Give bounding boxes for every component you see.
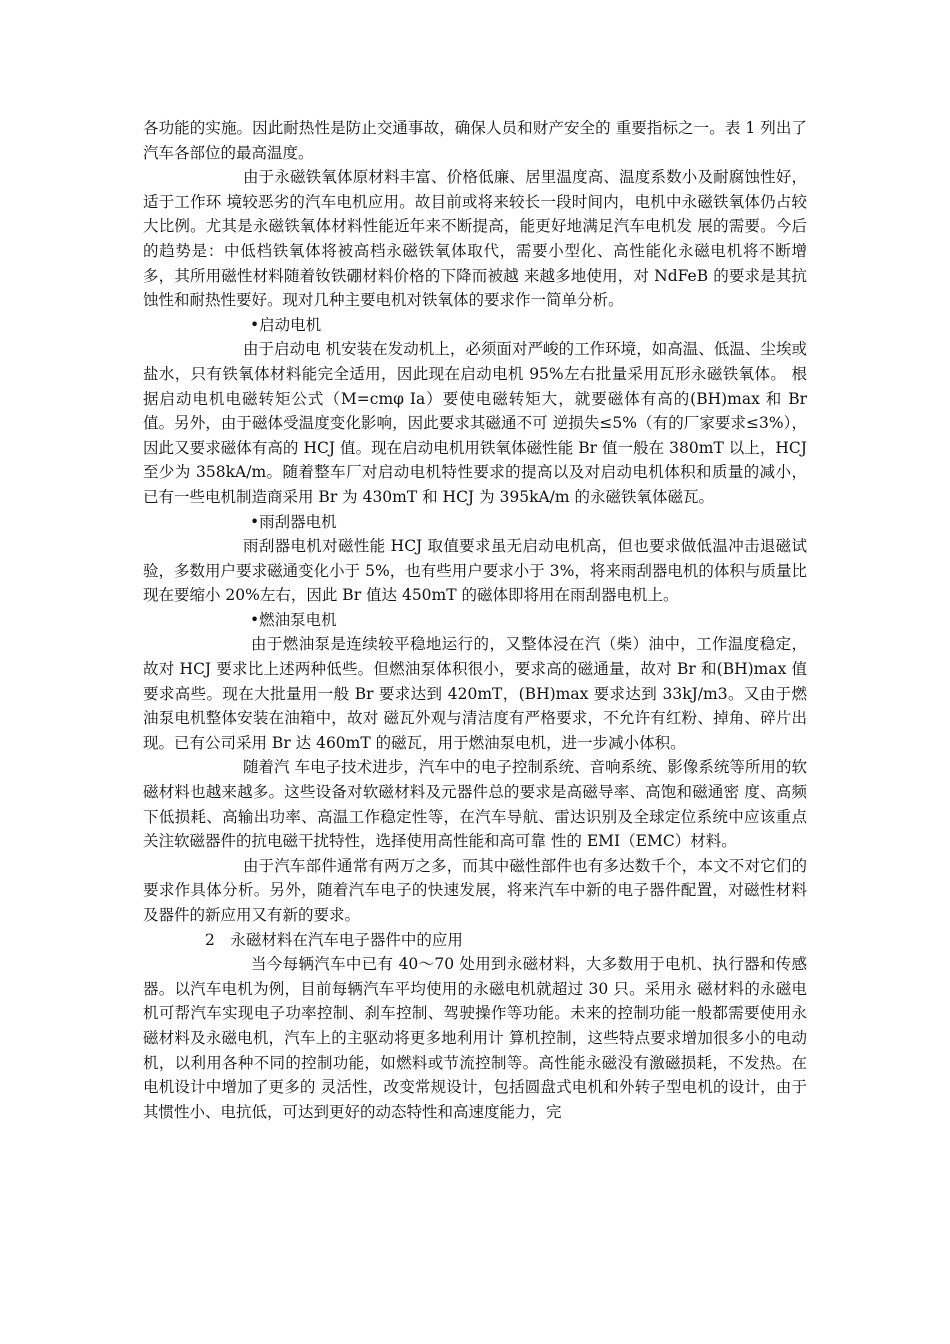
paragraph-soft-magnetic: 随着汽 车电子技术进步，汽车中的电子控制系统、音响系统、影像系统等所用的软磁材料也越来越多。这些设备对软磁材料及元器件总的要求是高磁导率、高饱和磁通密 度、高频下低损耗、高输出功率、高温工作稳定性等，在汽车导航、雷达识别及全球定位系统中应该重点关注软磁器件的抗电磁干扰特性，选择使用高性能和高可靠 性的 EMI（EMC）材料。	[143, 758, 807, 851]
bullet-fuel-pump-motor: •燃油泵电机	[250, 610, 337, 629]
document-body	[143, 116, 807, 1124]
paragraph-ferrite-overview: 由于永磁铁氧体原材料丰富、价格低廉、居里温度高、温度系数小及耐腐蚀性好，适于工作环 境较恶劣的汽车电机应用。故目前或将来较长一段时间内，电机中永磁铁氧体仍占较大比例。尤其是永磁铁氧体材料性能近年来不断提高，能更好地满足汽车电机发 展的需要。今后的趋势是：中低档铁氧体将被高档永磁铁氧体取代，需要小型化、高性能化永磁电机将不断增多，其所用磁性材料随着钕铁硼材料价格的下降而被越 来越多地使用，对 NdFeB 的要求是其抗蚀性和耐热性要好。现对几种主要电机对铁氧体的要求作一简单分析。	[143, 168, 807, 310]
paragraph-permanent-magnet-usage: 当今每辆汽车中已有 40～70 处用到永磁材料，大多数用于电机、执行器和传感器。以汽车电机为例，目前每辆汽车平均使用的永磁电机就超过 30 只。采用永 磁材料的永磁电机可帮汽车实现电子功率控制、刹车控制、驾驶操作等功能。未来的控制功能一般都需要使用永磁材料及永磁电机，汽车上的主驱动将更多地利用计 算机控制，这些特点要求增加很多小的电动机，以利用各种不同的控制功能，如燃料或节流控制等。高性能永磁没有激磁损耗，不发热。在电机设计中增加了更多的 灵活性，改变常规设计，包括圆盘式电机和外转子型电机的设计，由于其惯性小、电抗低，可达到更好的动态特性和高速度能力，完	[143, 955, 807, 1121]
paragraph-intro: 各功能的实施。因此耐热性是防止交通事故，确保人员和财产安全的 重要指标之一。表 1 列出了汽车各部位的最高温度。	[143, 119, 807, 162]
bullet-wiper-motor: •雨刮器电机	[250, 512, 337, 531]
paragraph-starter-motor: 由于启动电 机安装在发动机上，必须面对严峻的工作环境，如高温、低温、尘埃或盐水，只有铁氧体材料能完全适用，因此现在启动电机 95%左右批量采用瓦形永磁铁氧体。 根据启动电机电磁转矩公式（M=cmφ Ia）要使电磁转矩大，就要磁体有高的(BH)max 和 Br 值。另外，由于磁体受温度变化影响，因此要求其磁通不可 逆损失≤5%（有的厂家要求≤3%），因此又要求磁体有高的 HCJ 值。现在启动电机用铁氧体磁性能 Br 值一般在 380mT 以上，HCJ 至少为 358kA/m。随着整车厂对启动电机特性要求的提高以及对启动电机体积和质量的减小，已有一些电机制造商采用 Br 为 430mT 和 HCJ 为 395kA/m 的永磁铁氧体磁瓦。	[143, 340, 807, 506]
section-heading-2: 2 永磁材料在汽车电子器件中的应用	[205, 930, 463, 949]
paragraph-component-count: 由于汽车部件通常有两万之多，而其中磁性部件也有多达数千个，本文不对它们的要求作具体分析。另外，随着汽车电子的快速发展，将来汽车中新的电子器件配置，对磁性材料及器件的新应用又有新的要求。	[143, 856, 807, 924]
paragraph-fuel-pump-motor: 由于燃油泵是连续较平稳地运行的，又整体浸在汽（柴）油中，工作温度稳定，故对 HCJ 要求比上述两种低些。但燃油泵体积很小，要求高的磁通量，故对 Br 和(BH)max 值要求高些。现在大批量用一般 Br 要求达到 420mT，(BH)max 要求达到 33kJ/m3。又由于燃油泵电机整体安装在油箱中，故对 磁瓦外观与清洁度有严格要求，不允许有红粉、掉角、碎片出现。已有公司采用 Br 达 460mT 的磁瓦，用于燃油泵电机，进一步减小体积。	[143, 635, 807, 752]
bullet-starter-motor: •启动电机	[250, 315, 322, 334]
paragraph-wiper-motor: 雨刮器电机对磁性能 HCJ 取值要求虽无启动电机高，但也要求做低温冲击退磁试验，多数用户要求磁通变化小于 5%，也有些用户要求小于 3%，将来雨刮器电机的体积与质量比现在要缩小 20%左右，因此 Br 值达 450mT 的磁体即将用在雨刮器电机上。	[143, 537, 807, 605]
